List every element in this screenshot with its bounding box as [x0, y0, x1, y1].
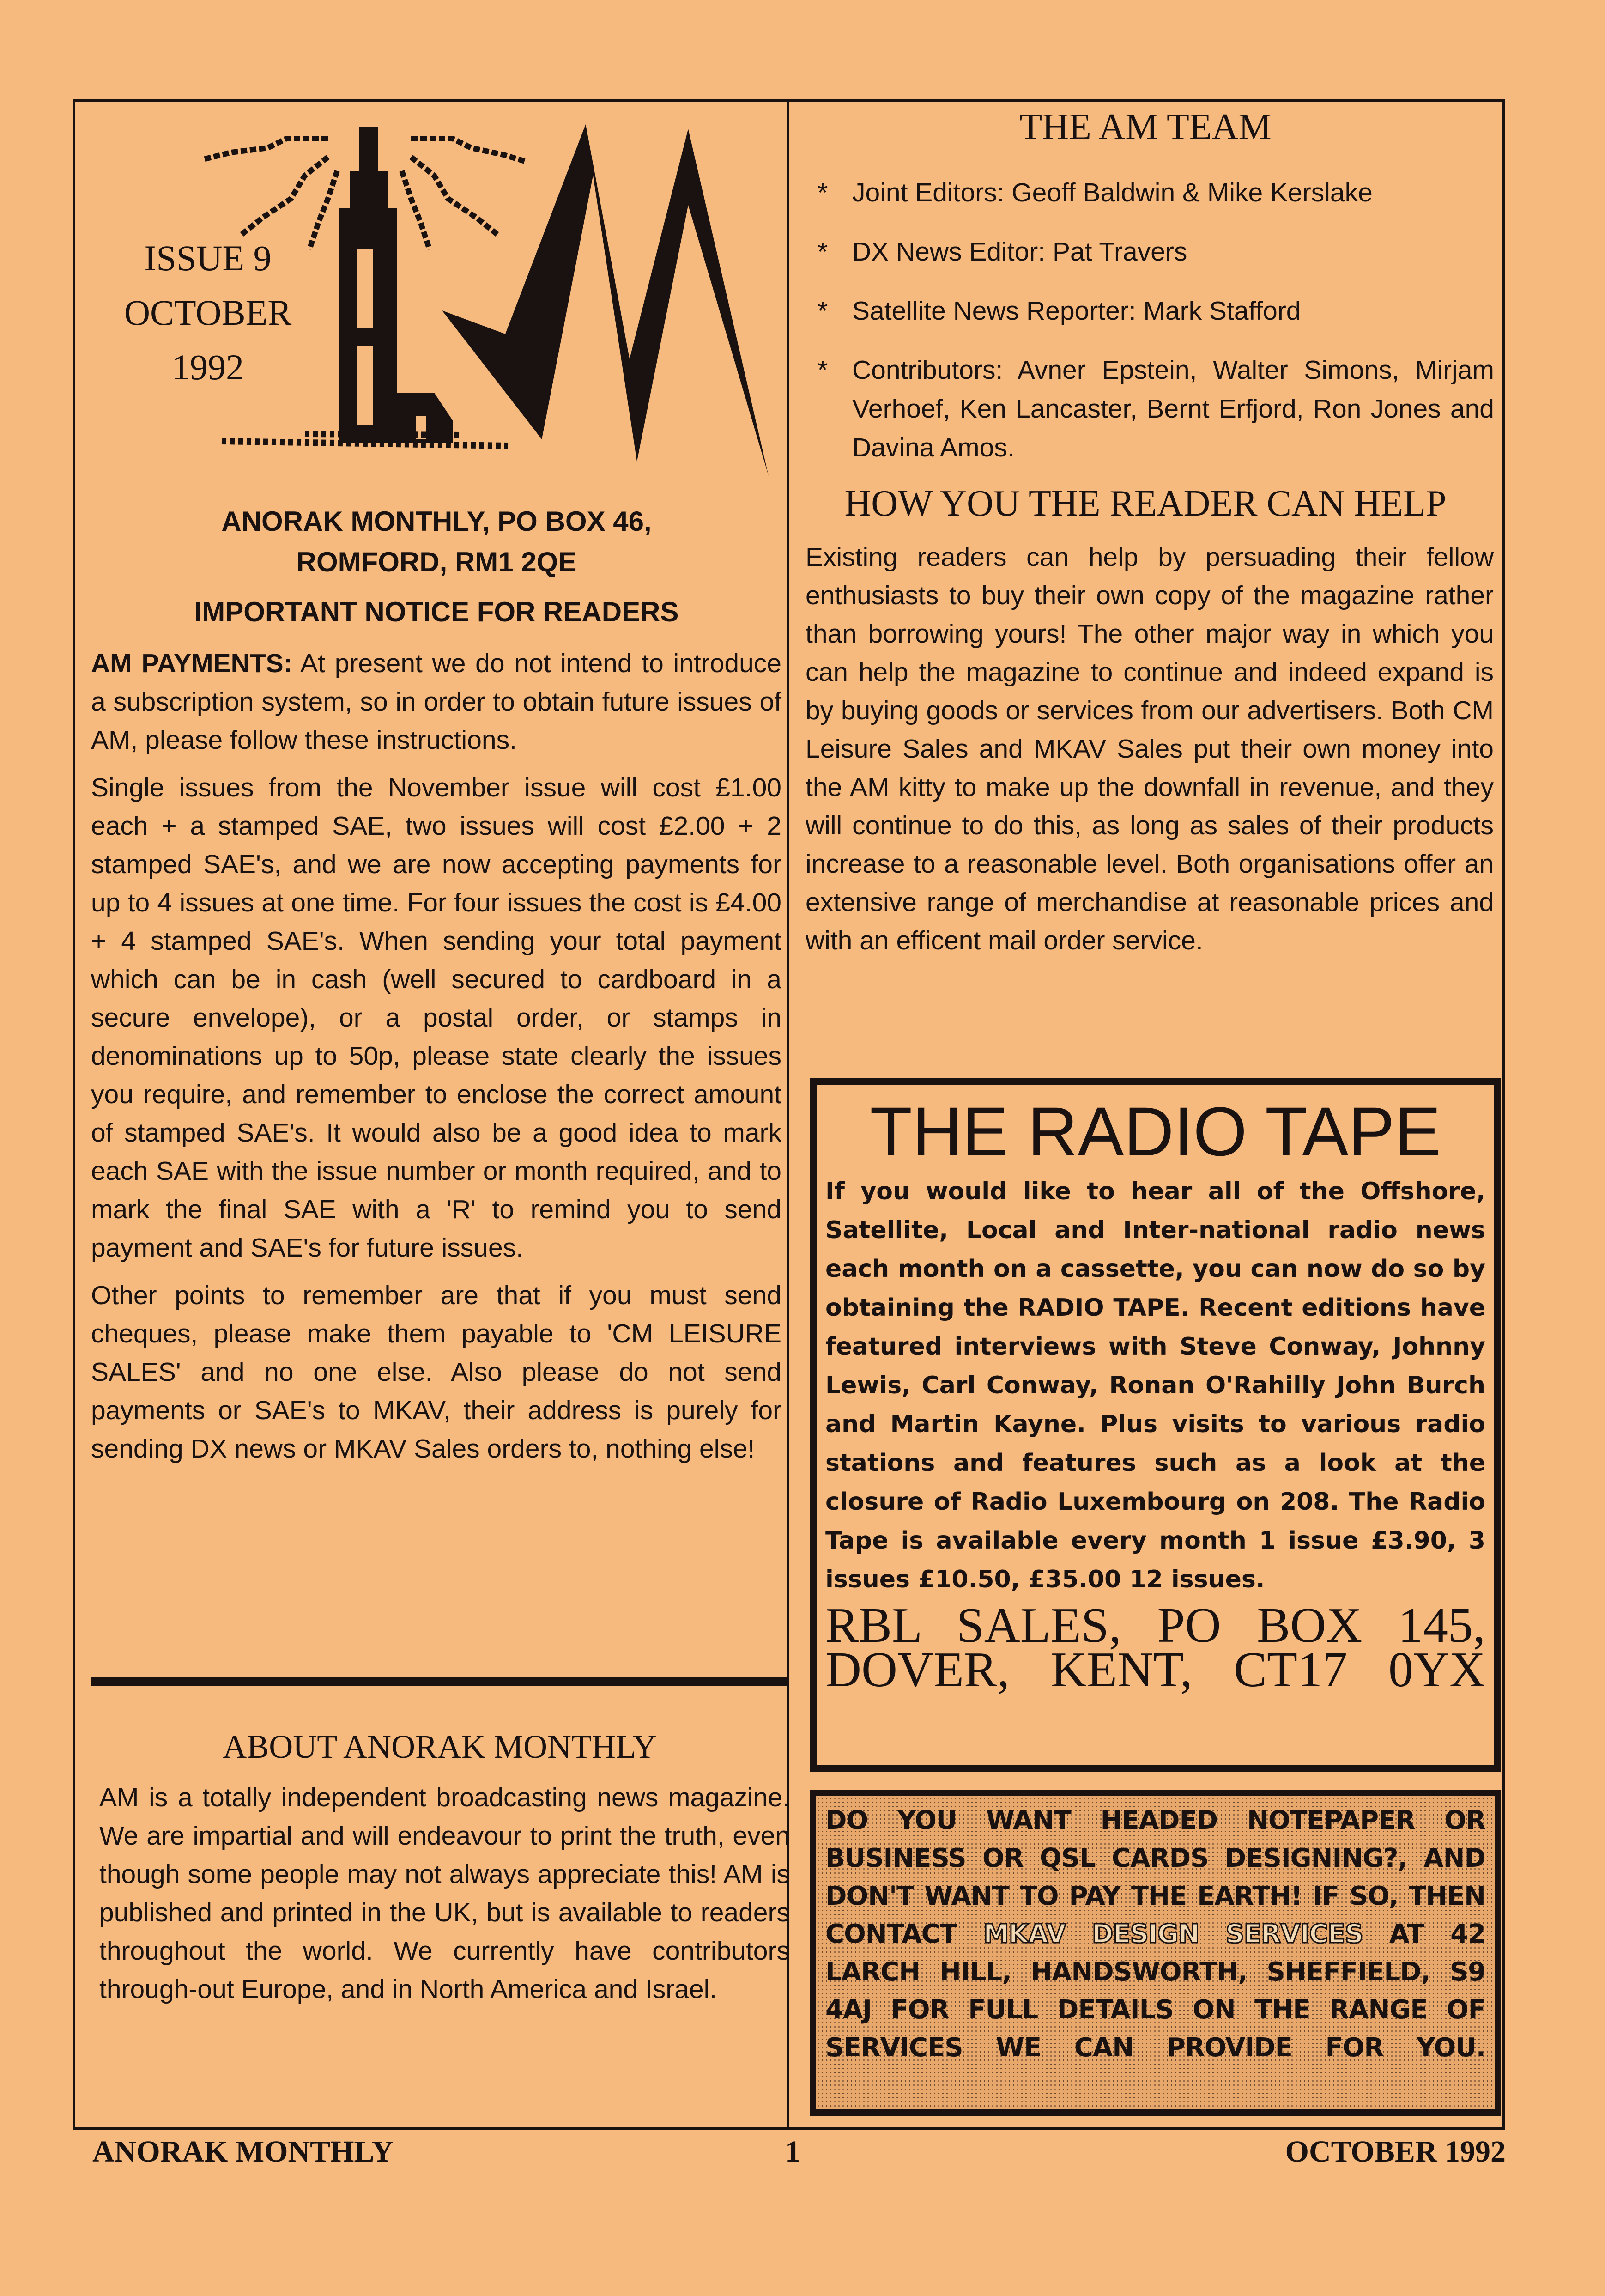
bullet-star-icon: * [818, 178, 828, 207]
design-ad-text-before: DO YOU WANT HEADED NOTEPAPER OR BUSINESS OR QSL CARDS DESIGNING?, AND DON'T WANT TO PAY THE EARTH! IF SO, THEN CONTACT [825, 1805, 1485, 1949]
design-ad-text [825, 1802, 1485, 2067]
design-ad-highlight: MKAV DESIGN SERVICES [983, 1919, 1363, 1949]
design-services-ad [810, 1790, 1501, 2116]
team-item-text: Joint Editors: Geoff Baldwin & Mike Kerslake [852, 178, 1373, 207]
bullet-star-icon: * [818, 355, 828, 385]
about-heading: ABOUT ANORAK MONTHLY [223, 1728, 657, 1765]
notice-paragraph-3: Other points to remember are that if you must send cheques, please make them payable to 'CM LEISURE SALES' and no one else. Also please do not send payments or SAE's to MKAV, their address is purely for sending DX news or MKAV Sales orders to, nothing else! [91, 1281, 781, 1464]
help-text: Existing readers can help by persuading their fellow enthusiasts to buy their own copy of the magazine rather than borrowing yours! The other major way in which you can help the magazine to continue and indeed expand is by buying goods or services from our advertisers. Both CM Leisure Sales and MKAV Sales put their own money into the AM kitty to make up the downfall in revenue, and they will continue to do this, as long as sales of their products increase to a reasonable level. Both organisations offer an extensive range of merchandise at reasonable prices and with an efficent mail order service. [806, 542, 1494, 955]
footer-date: OCTOBER 1992 [1285, 2135, 1506, 2168]
issue-month: OCTOBER [124, 292, 292, 333]
radio-tape-text: If you would like to hear all of the Offshore, Satellite, Local and Inter-national radio news each month on a cassette, you can now do so by obtaining the RADIO TAPE. Recent editions have featured interviews with Steve Conway, Johnny Lewis, Carl Conway, Ronan O'Rahilly John Burch and Martin Kayne. Plus visits to various radio stations and features such as a look at the closure of Radio Luxembourg on 208. The Radio Tape is available every month 1 issue £3.90, 3 issues £10.50, £35.00 12 issues. [825, 1178, 1485, 1593]
radio-tape-ad [810, 1078, 1501, 1772]
team-item-text: Contributors: Avner Epstein, Walter Simons, Mirjam Verhoef, Ken Lancaster, Bernt Erfjord, Ron Jones and Davina Amos. [852, 355, 1494, 462]
notice-paragraph-2: Single issues from the November issue will cost £1.00 each + a stamped SAE, two issues will cost £2.00 + 2 stamped SAE's, and we are now accepting payments for up to 4 issues at one time. For four issues the cost is £4.00 + 4 stamped SAE's. When sending your total payment which can be in cash (well secured to cardboard in a secure envelope), or a postal order, or stamps in denominations up to 50p, please state clearly the issues you require, and remember to enclose the correct amount of stamped SAE's. It would also be a good idea to mark each SAE with the issue number or month required, and to mark the final SAE with a 'R' to remind you to send payment and SAE's for future issues. [91, 773, 781, 1263]
notice-heading: IMPORTANT NOTICE FOR READERS [194, 596, 679, 627]
bullet-star-icon: * [818, 296, 828, 326]
bullet-star-icon: * [818, 237, 828, 267]
help-section [806, 538, 1494, 969]
radio-tape-address-line-1: RBL SALES, PO BOX 145, [825, 1598, 1485, 1653]
team-list [813, 173, 1494, 467]
team-item-text: DX News Editor: Pat Travers [852, 237, 1187, 267]
address-line-1: ANORAK MONTHLY, PO BOX 46, [221, 506, 652, 537]
design-ad-text-after: AT 42 LARCH HILL, HANDSWORTH, SHEFFIELD, S9 4AJ FOR FULL DETAILS ON THE RANGE OF SERVICES WE CAN PROVIDE FOR YOU. [825, 1919, 1485, 2063]
radio-tape-address-line-2: DOVER, KENT, CT17 0YX [825, 1642, 1485, 1697]
section-rule [91, 1677, 788, 1686]
about-section [99, 1779, 790, 2018]
notice-paragraph-1 [91, 644, 781, 759]
notice-p1-text: At present we do not intend to introduce a subscription system, so in order to obtain future issues of AM, please follow these instructions. [91, 649, 781, 755]
team-item-text: Satellite News Reporter: Mark Stafford [852, 296, 1301, 326]
radio-tape-heading: THE RADIO TAPE [870, 1093, 1441, 1170]
payments-notice [91, 644, 781, 1477]
team-item [813, 292, 1494, 330]
team-item [813, 232, 1494, 271]
help-heading: HOW YOU THE READER CAN HELP [844, 483, 1447, 524]
issue-number: ISSUE 9 [144, 238, 272, 278]
notice-lead: AM PAYMENTS: [91, 649, 292, 678]
footer-title: ANORAK MONTHLY [92, 2135, 394, 2168]
team-heading: THE AM TEAM [1019, 107, 1272, 147]
magazine-address [92, 501, 781, 583]
team-item [813, 173, 1494, 212]
issue-year: 1992 [172, 347, 244, 387]
radio-tape-address [825, 1598, 1485, 1697]
address-line-2: ROMFORD, RM1 2QE [296, 547, 577, 577]
m-letter-icon [442, 124, 769, 476]
team-item [813, 351, 1494, 467]
am-logo [176, 102, 790, 494]
about-text: AM is a totally independent broadcasting news magazine. We are impartial and will endeavour to print the truth, even though some people may not always appreciate this! AM is published and printed in the UK, but is available to readers throughout the world. We currently have contributors through-out Europe, and in North America and Israel. [99, 1783, 790, 2004]
page-number: 1 [785, 2135, 800, 2168]
